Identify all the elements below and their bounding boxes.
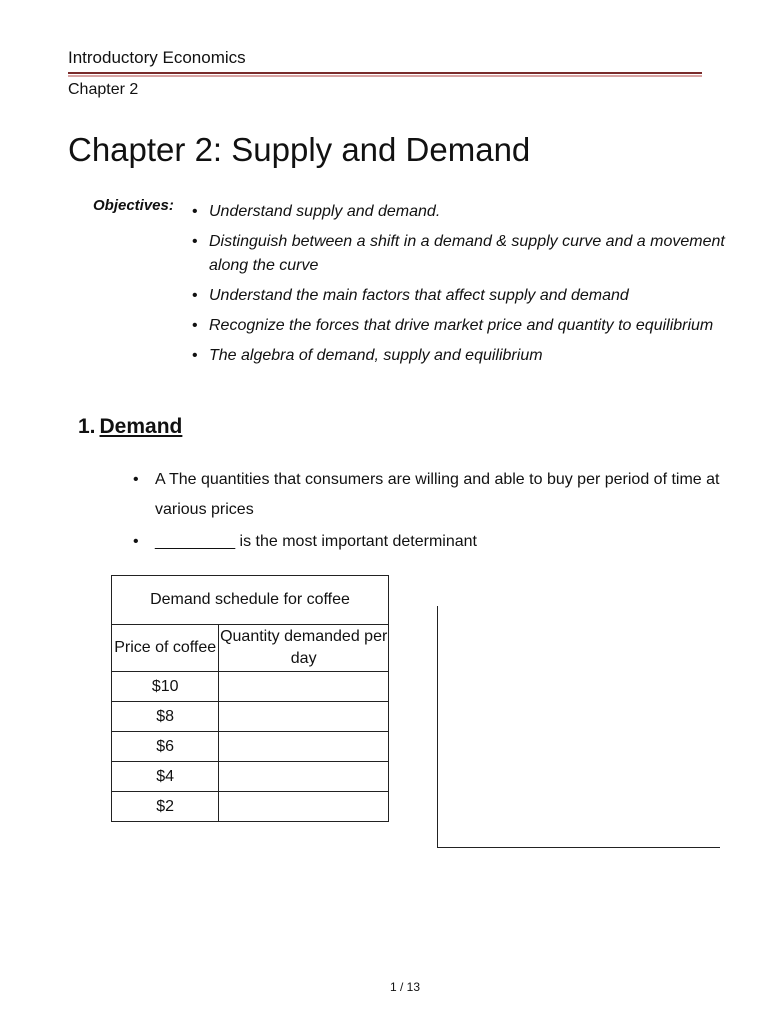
header-course-title: Introductory Economics <box>68 48 246 67</box>
objective-item: • Understand the main factors that affect supply and demand <box>188 284 728 308</box>
table-header-row <box>112 625 389 672</box>
demand-bullet: • _________ is the most important determinant <box>133 527 723 557</box>
graph-x-axis <box>437 847 720 848</box>
header-chapter-label: Chapter 2 <box>68 81 139 98</box>
section-heading <box>78 412 182 442</box>
table-row <box>112 762 389 792</box>
objectives-list <box>188 200 728 374</box>
objective-item: • The algebra of demand, supply and equilibrium <box>188 344 728 368</box>
price-cell: $4 <box>112 762 219 792</box>
quantity-cell <box>219 702 389 732</box>
price-cell: $2 <box>112 792 219 822</box>
page-number: 1 / 13 <box>389 980 421 994</box>
quantity-cell <box>219 792 389 822</box>
section-number: 1. <box>78 415 96 438</box>
table-row <box>112 732 389 762</box>
objective-item: • Recognize the forces that drive market price and quantity to equilibrium <box>188 314 728 338</box>
page-title: Chapter 2: Supply and Demand <box>68 131 531 168</box>
header-quantity: Quantity demanded per day <box>219 625 389 672</box>
objective-item: • Understand supply and demand. <box>188 200 728 224</box>
table-caption-row <box>112 576 389 625</box>
quantity-cell <box>219 732 389 762</box>
table-row <box>112 672 389 702</box>
table-caption: Demand schedule for coffee <box>112 576 389 625</box>
section-title: Demand <box>99 415 183 438</box>
quantity-cell <box>219 672 389 702</box>
table-row <box>112 792 389 822</box>
objectives-label: Objectives: <box>93 197 174 214</box>
price-cell: $6 <box>112 732 219 762</box>
quantity-cell <box>219 762 389 792</box>
demand-bullet: • A The quantities that consumers are willing and able to buy per period of time at various prices <box>133 465 723 525</box>
header-price: Price of coffee <box>112 625 219 672</box>
price-cell: $8 <box>112 702 219 732</box>
header-divider <box>68 72 702 74</box>
demand-bullet-list <box>133 465 723 559</box>
objective-item: • Distinguish between a shift in a demand & supply curve and a movement along the curve <box>188 230 728 278</box>
header-divider-shadow <box>68 75 702 77</box>
table-row <box>112 702 389 732</box>
graph-y-axis <box>437 606 438 847</box>
price-cell: $10 <box>112 672 219 702</box>
demand-schedule-table <box>111 575 389 822</box>
